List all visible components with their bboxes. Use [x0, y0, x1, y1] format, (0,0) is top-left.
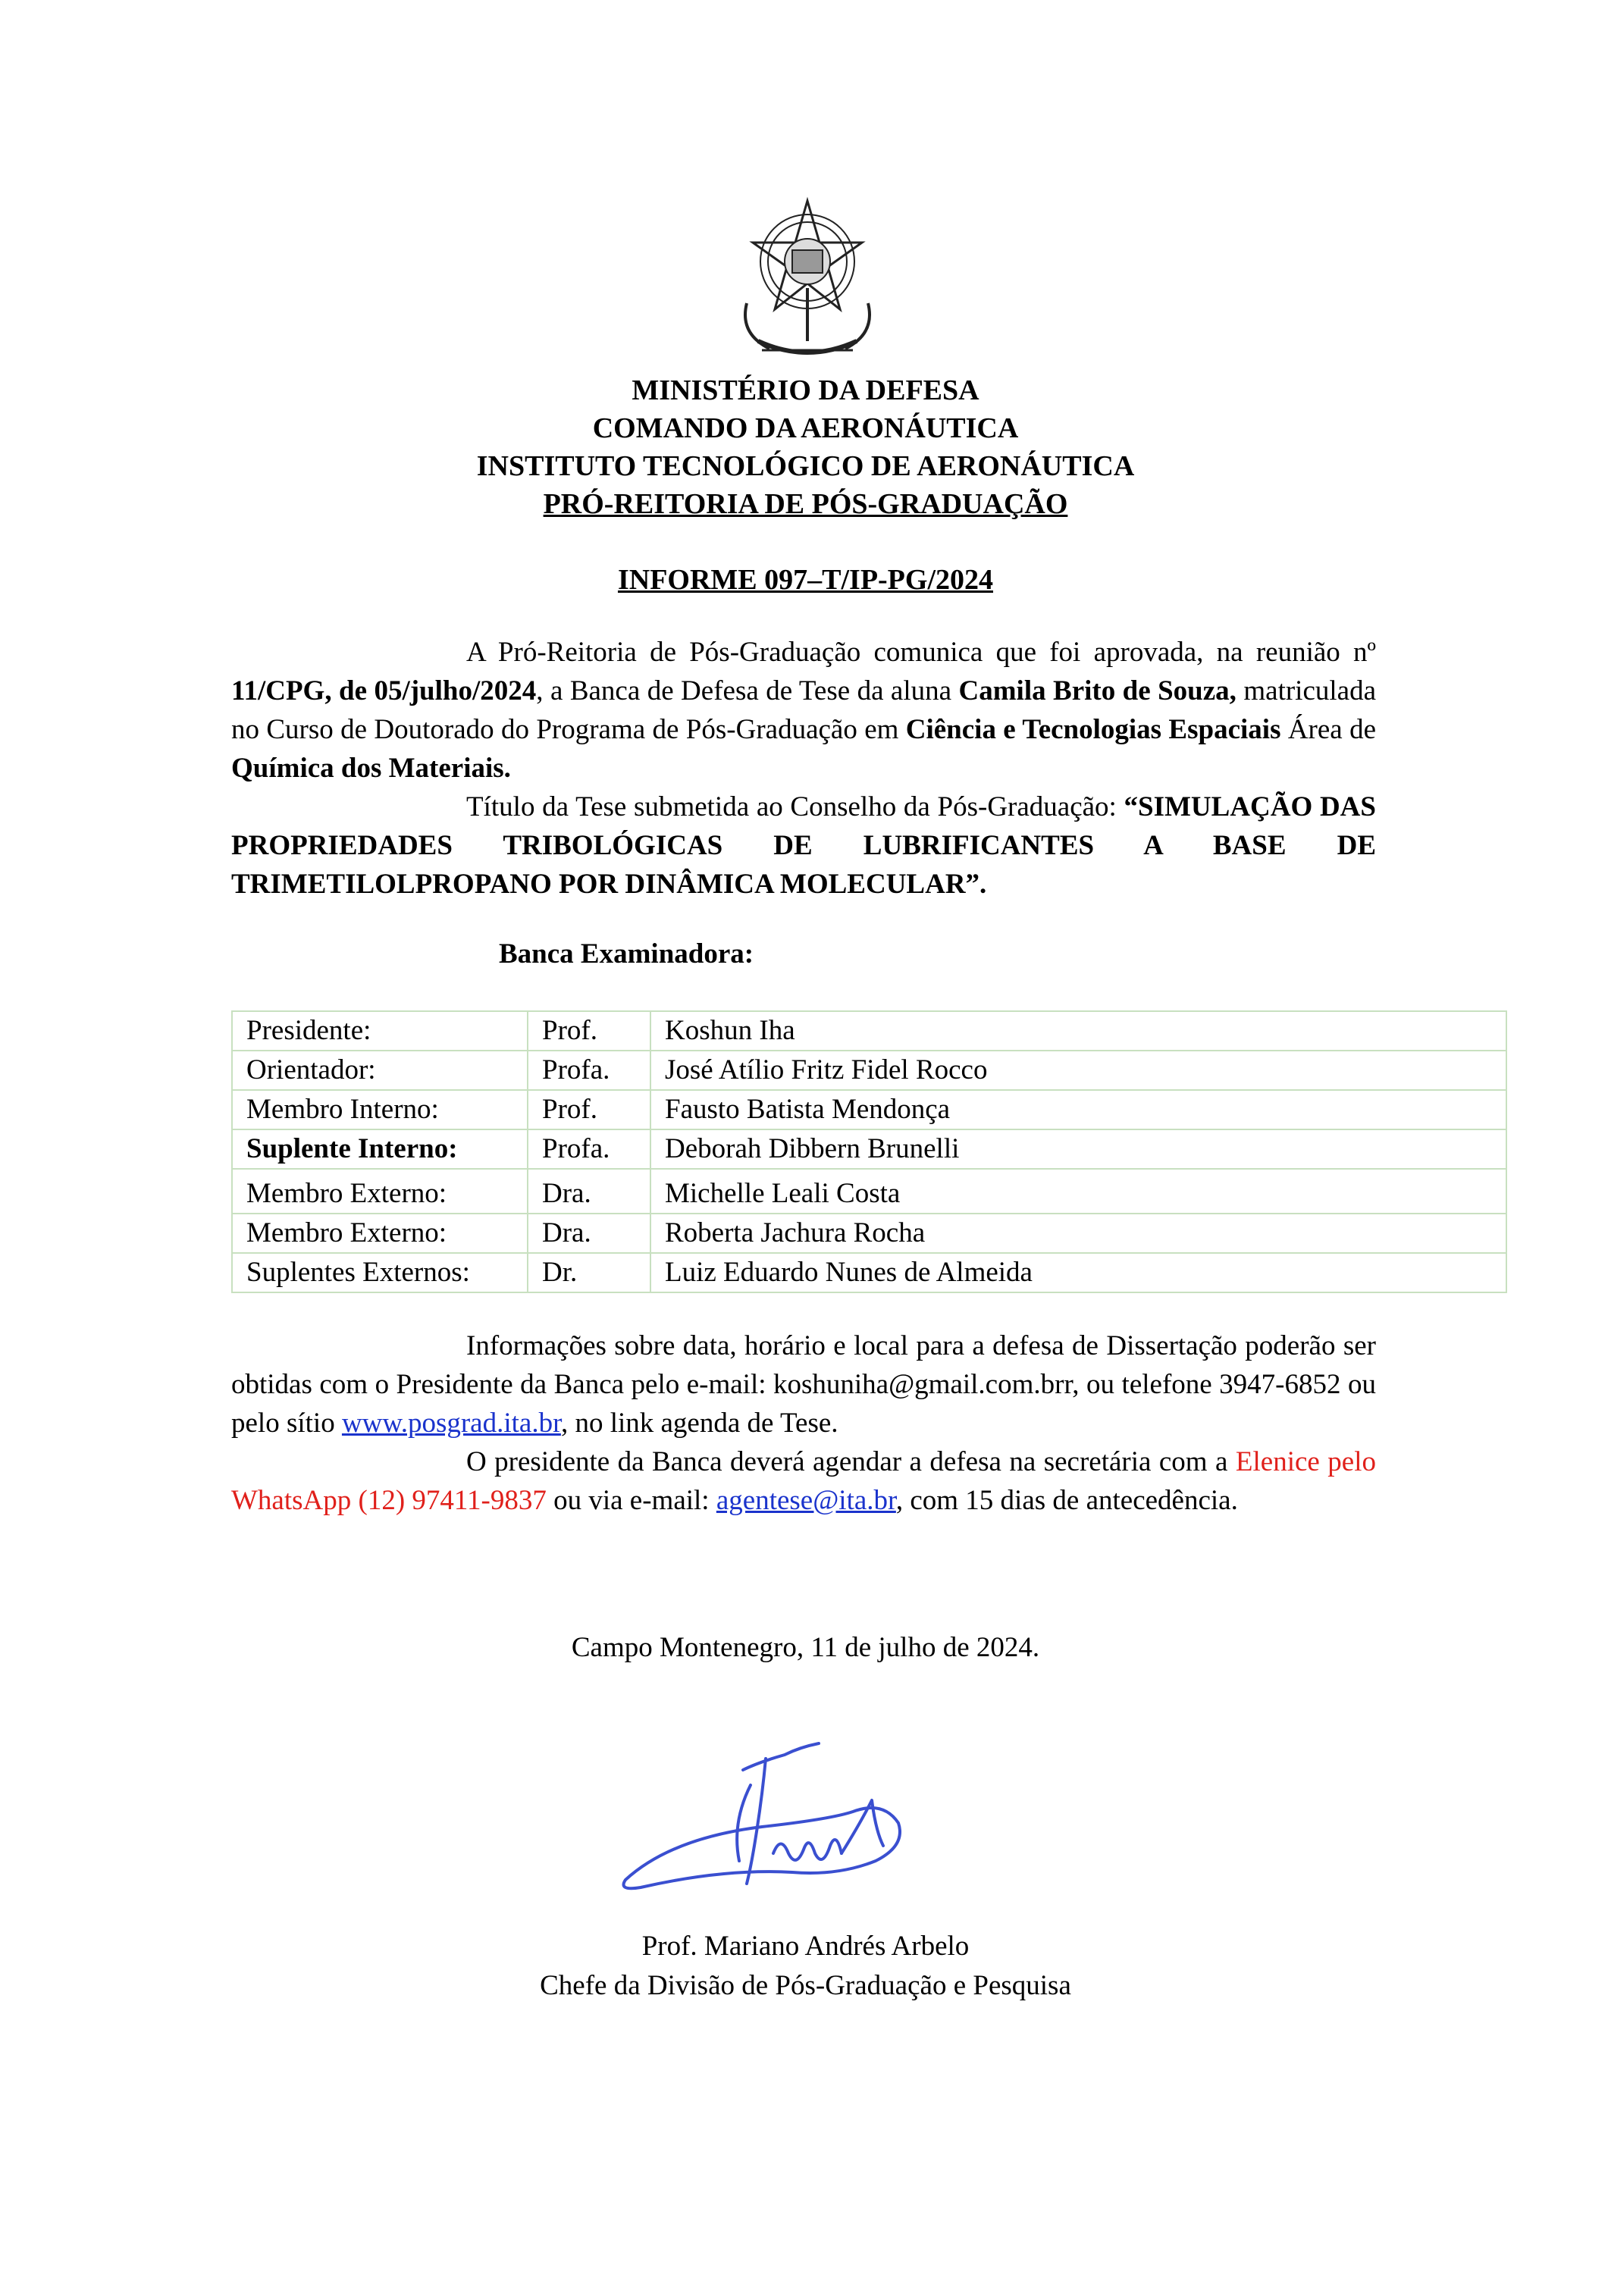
- command-line: COMANDO DA AERONÁUTICA: [592, 412, 1019, 444]
- banca-row: [232, 1129, 1506, 1169]
- banca-title-abbrev: Dra.: [528, 1169, 650, 1214]
- banca-member-name: Fausto Batista Mendonça: [650, 1090, 1506, 1129]
- banca-title-abbrev: Dra.: [528, 1214, 650, 1253]
- banca-title-abbrev: Prof.: [528, 1090, 650, 1129]
- banca-member-name: Deborah Dibbern Brunelli: [650, 1129, 1506, 1169]
- banca-row: [232, 1011, 1506, 1051]
- intro-paragraph: A Pró-Reitoria de Pós-Graduação comunica que foi aprovada, na reunião nº 11/CPG, de 05/julho/2024, a Banca de Defesa de Tese da aluna Camila Brito de Souza, matriculada no Curso de Doutorado do Programa de Pós-Graduação em Ciência e Tecnologias Espaciais Área de Química dos Materiais.: [231, 637, 1377, 784]
- banca-member-name: José Atílio Fritz Fidel Rocco: [650, 1051, 1506, 1090]
- banca-member-name: Roberta Jachura Rocha: [650, 1214, 1506, 1253]
- banca-role: Orientador:: [232, 1051, 528, 1090]
- coat-of-arms-emblem: [724, 190, 891, 364]
- signatory-position: Chefe da Divisão de Pós-Graduação e Pesquisa: [540, 1970, 1071, 2001]
- banca-role: Presidente:: [232, 1011, 528, 1051]
- schedule-paragraph: O presidente da Banca deverá agendar a defesa na secretária com a Elenice pelo WhatsApp (12) 97411-9837 ou via e-mail: agentese@ita.br, com 15 dias de antecedência.: [231, 1446, 1376, 1516]
- signatory-name: Prof. Mariano Andrés Arbelo: [641, 1931, 970, 1962]
- banca-member-name: Koshun Iha: [650, 1011, 1506, 1051]
- banca-row: [232, 1214, 1506, 1253]
- banca-row: [232, 1169, 1506, 1214]
- program-name: Ciência e Tecnologias Espaciais: [905, 714, 1281, 745]
- banca-role: Suplente Interno:: [232, 1129, 528, 1169]
- ministry-line: MINISTÉRIO DA DEFESA: [632, 374, 979, 406]
- posgrad-link[interactable]: www.posgrad.ita.br: [341, 1408, 561, 1439]
- banca-title-abbrev: Prof.: [528, 1011, 650, 1051]
- student-name: Camila Brito de Souza,: [958, 675, 1236, 706]
- banca-role: Membro Externo:: [232, 1169, 528, 1214]
- banca-role: Suplentes Externos:: [232, 1253, 528, 1292]
- area-name: Química dos Materiais.: [231, 753, 511, 784]
- banca-title-abbrev: Profa.: [528, 1129, 650, 1169]
- thesis-title: “SIMULAÇÃO DAS PROPRIEDADES TRIBOLÓGICAS DE LUBRIFICANTES A BASE DE TRIMETILOLPROPANO POR DINÂMICA MOLECULAR”.: [231, 791, 1376, 900]
- banca-member-name: Luiz Eduardo Nunes de Almeida: [650, 1253, 1506, 1292]
- email-link[interactable]: agentese@ita.br: [716, 1485, 896, 1516]
- thesis-paragraph: Título da Tese submetida ao Conselho da Pós-Graduação: “SIMULAÇÃO DAS PROPRIEDADES TRIBOLÓGICAS DE LUBRIFICANTES A BASE DE TRIMETILOLPROPANO POR DINÂMICA MOLECULAR”.: [231, 791, 1376, 900]
- banca-title-abbrev: Profa.: [528, 1051, 650, 1090]
- informe-number: INFORME 097–T/IP-PG/2024: [617, 564, 994, 596]
- banca-row: [232, 1090, 1506, 1129]
- banca-row: [232, 1051, 1506, 1090]
- whatsapp-contact: Elenice pelo WhatsApp (12) 97411-9837: [231, 1446, 1376, 1516]
- pro-rectory-line: PRÓ-REITORIA DE PÓS-GRADUAÇÃO: [543, 488, 1068, 520]
- banca-role: Membro Interno:: [232, 1090, 528, 1129]
- banca-member-name: Michelle Leali Costa: [650, 1169, 1506, 1214]
- banca-role: Membro Externo:: [232, 1214, 528, 1253]
- institution-header: [0, 371, 1611, 523]
- institute-line: INSTITUTO TECNOLÓGICO DE AERONÁUTICA: [476, 450, 1135, 482]
- handwritten-signature: [610, 1740, 959, 1903]
- banca-title: Banca Examinadora:: [499, 938, 754, 969]
- document-date: Campo Montenegro, 11 de julho de 2024.: [571, 1632, 1040, 1663]
- banca-title-abbrev: Dr.: [528, 1253, 650, 1292]
- banca-row: [232, 1253, 1506, 1292]
- banca-table: [231, 1010, 1507, 1293]
- info-paragraph: Informações sobre data, horário e local para a defesa de Dissertação poderão ser obtidas com o Presidente da Banca pelo e-mail: koshuniha@gmail.com.brr, ou telefone 3947-6852 ou pelo sítio www.posgrad.ita.br, no link agenda de Tese.: [231, 1330, 1376, 1439]
